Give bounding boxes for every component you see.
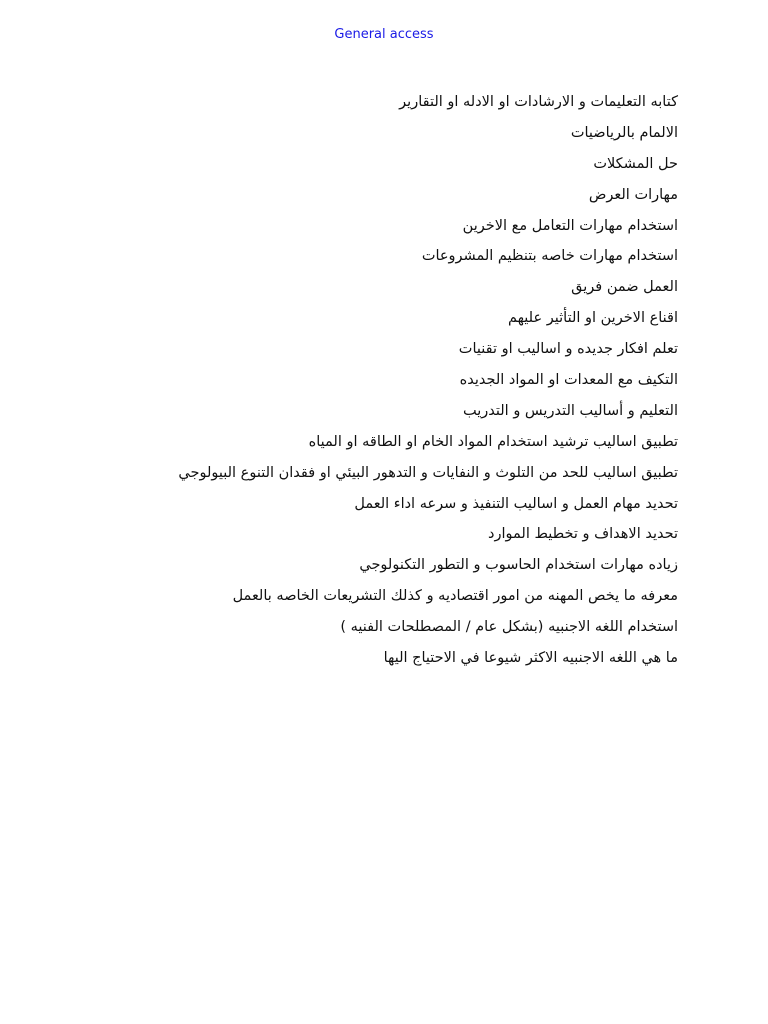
list-item: اقناع الاخرين او التأثير عليهم [507, 310, 678, 327]
list-item: حل المشكلات [593, 155, 678, 172]
list-item: استخدام اللغه الاجنبيه (بشكل عام / المصطلحات الفنيه ) [340, 619, 678, 636]
list-item: استخدام مهارات التعامل مع الاخرين [462, 217, 678, 234]
list-item: معرفه ما يخص المهنه من امور اقتصاديه و كذلك التشريعات الخاصه بالعمل [232, 588, 678, 605]
list-item: استخدام مهارات خاصه بتنظيم المشروعات [421, 248, 678, 265]
list-item: مهارات العرض [588, 186, 678, 203]
list-item: التكيف مع المعدات او المواد الجديده [459, 372, 678, 389]
list-item: الالمام بالرياضيات [570, 124, 678, 141]
list-item: كتابه التعليمات و الارشادات او الادله او التقارير [399, 94, 678, 110]
list-item: تحديد مهام العمل و اساليب التنفيذ و سرعه اداء العمل [354, 495, 678, 512]
list-item: تطبيق اساليب ترشيد استخدام المواد الخام او الطاقه او المياه [308, 433, 678, 450]
list-item: التعليم و أساليب التدريس و التدريب [463, 402, 678, 419]
list-item: العمل ضمن فريق [571, 279, 678, 296]
general-access-link[interactable]: General access [334, 27, 434, 42]
list-item: ما هي اللغه الاجنبيه الاكثر شيوعا في الاحتياج اليها [383, 650, 678, 667]
list-item: تعلم افكار جديده و اساليب او تقنيات [458, 341, 678, 358]
list-item: تطبيق اساليب للحد من التلوث و النفايات و التدهور البيئي او فقدان التنوع البيولوجي [178, 464, 678, 481]
list-item: زياده مهارات استخدام الحاسوب و التطور التكنولوجي [359, 557, 678, 574]
list-item: تحديد الاهداف و تخطيط الموارد [488, 526, 678, 543]
skills-list [90, 91, 678, 678]
